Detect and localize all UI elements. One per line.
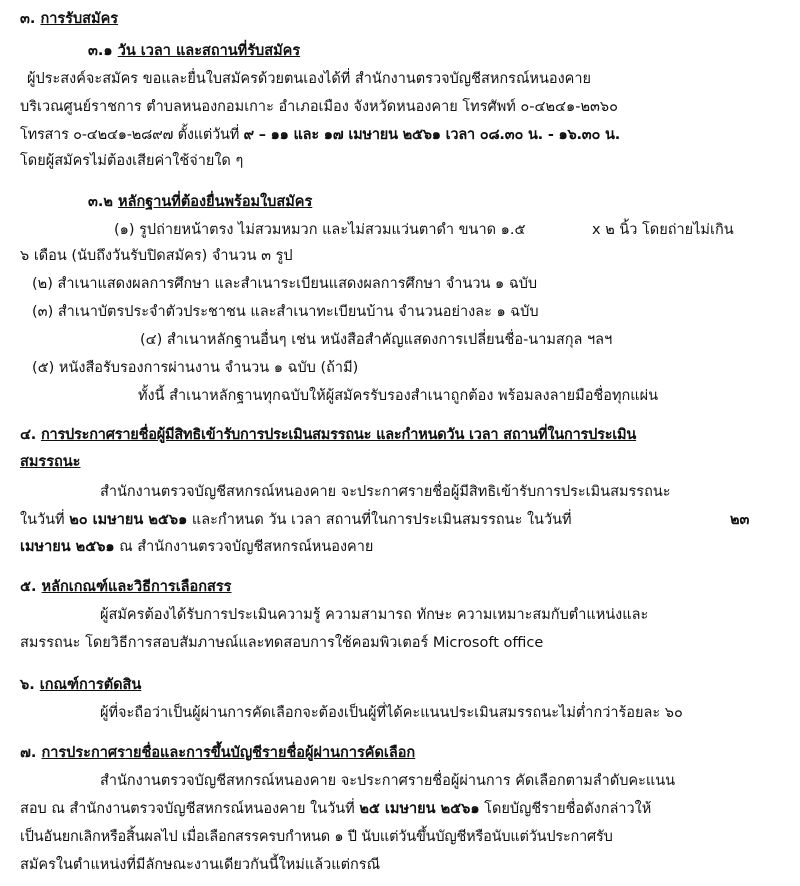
section-3-2-heading xyxy=(88,191,312,213)
paragraph-line: ผู้ประสงค์จะสมัคร ขอและยื่นใบสมัครด้วยตนเองได้ที่ สำนักงานตรวจบัญชีสหกรณ์หนองคาย xyxy=(27,71,592,87)
section-title: การรับสมัคร xyxy=(40,11,119,27)
list-item: (๒) สำเนาแสดงผลการศึกษา และสำเนาระเบียนแสดงผลการศึกษา จำนวน ๑ ฉบับ xyxy=(32,276,538,292)
section-number: ๖. xyxy=(20,677,40,693)
section-number: ๕. xyxy=(20,579,42,595)
paragraph-line: สมรรถนะ โดยวิธีการสอบสัมภาษณ์และทดสอบการใช้คอมพิวเตอร์ Microsoft office xyxy=(20,635,544,651)
paragraph-line: โดยผู้สมัครไม่ต้องเสียค่าใช้จ่ายใด ๆ xyxy=(20,153,244,169)
section-4-heading xyxy=(20,424,636,446)
assessment-month-year: เมษายน ๒๕๖๑ xyxy=(20,539,115,555)
list-item: (๓) สำเนาบัตรประจำตัวประชาชน และสำเนาทะเบียนบ้าน จำนวนอย่างละ ๑ ฉบับ xyxy=(32,304,539,320)
result-date: ๒๕ เมษายน ๒๕๖๑ xyxy=(359,801,480,817)
application-dates: ๙ – ๑๑ และ ๑๗ เมษายน ๒๕๖๑ เวลา ๐๘.๓๐ น. - ๑๖.๓๐ น. xyxy=(243,127,621,143)
section-number: ๔. xyxy=(20,427,41,443)
paragraph-line: ในวันที่ ๒๐ เมษายน ๒๕๖๑ และกำหนด วัน เวลา สถานที่ในการประเมินสมรรถนะ ในวันที่ xyxy=(20,512,572,528)
list-item: (๔) สำเนาหลักฐานอื่นๆ เช่น หนังสือสำคัญแสดงการเปลี่ยนชื่อ-นามสกุล ฯลฯ xyxy=(140,332,613,348)
section-3-1-heading xyxy=(88,40,300,62)
paragraph-line: สอบ ณ สำนักงานตรวจบัญชีสหกรณ์หนองคาย ในวันที่ ๒๕ เมษายน ๒๕๖๑ โดยบัญชีรายชื่อดังกล่าวให้ xyxy=(20,801,652,817)
announcement-date: ๒๐ เมษายน ๒๕๖๑ xyxy=(69,512,188,528)
section-number: ๓.๑ xyxy=(88,43,118,59)
paragraph-line: บริเวณศูนย์ราชการ ตำบลหนองกอมเกาะ อำเภอเมือง จังหวัดหนองคาย โทรศัพท์ ๐-๔๒๔๑-๒๓๖๐ xyxy=(20,99,618,115)
assessment-day: ๒๓ xyxy=(730,512,750,528)
section-title: การประกาศรายชื่อและการขึ้นบัญชีรายชื่อผู้ผ่านการคัดเลือก xyxy=(41,745,416,761)
section-number: ๓. xyxy=(20,11,41,27)
paragraph-line: สำนักงานตรวจบัญชีสหกรณ์หนองคาย จะประกาศรายชื่อผู้ผ่านการ คัดเลือกตามลำดับคะแนน xyxy=(100,773,676,789)
section-7-heading xyxy=(20,742,415,764)
section-number: ๗. xyxy=(20,745,42,761)
list-item: (๑) รูปถ่ายหน้าตรง ไม่สวมหมวก และไม่สวมแว่นตาดำ ขนาด ๑.๕ xyxy=(114,222,526,238)
paragraph-line: เป็นอันยกเลิกหรือสิ้นผลไป เมื่อเลือกสรรครบกำหนด ๑ ปี นับแต่วันขึ้นบัญชีหรือนับแต่วันประกาศรับ xyxy=(20,829,613,845)
note-line: ทั้งนี้ สำเนาหลักฐานทุกฉบับให้ผู้สมัครรับรองสำเนาถูกต้อง พร้อมลงลายมือชื่อทุกแผ่น xyxy=(138,388,659,404)
section-title: วัน เวลา และสถานที่รับสมัคร xyxy=(117,43,301,59)
section-3-heading xyxy=(20,8,118,30)
paragraph-line: โทรสาร ๐-๔๒๔๑-๒๘๙๗ ตั้งแต่วันที่ ๙ – ๑๑ และ ๑๗ เมษายน ๒๕๖๑ เวลา ๐๘.๓๐ น. - ๑๖.๓๐ น. xyxy=(20,127,621,143)
list-item-continuation: x ๒ นิ้ว โดยถ่ายไม่เกิน xyxy=(592,222,734,238)
paragraph-line: เมษายน ๒๕๖๑ ณ สำนักงานตรวจบัญชีสหกรณ์หนองคาย xyxy=(20,539,374,555)
section-6-heading xyxy=(20,674,141,696)
section-number: ๓.๒ xyxy=(88,194,119,210)
paragraph-line: ผู้สมัครต้องได้รับการประเมินความรู้ ความสามารถ ทักษะ ความเหมาะสมกับตำแหน่งและ xyxy=(100,607,649,623)
list-item-continuation: ๖ เดือน (นับถึงวันรับปิดสมัคร) จำนวน ๓ รูป xyxy=(20,248,293,264)
paragraph-line: สมัครในตำแหน่งที่มีลักษณะงานเดียวกันนี้ใหม่แล้วแต่กรณี xyxy=(20,857,381,873)
paragraph-line: สำนักงานตรวจบัญชีสหกรณ์หนองคาย จะประกาศรายชื่อผู้มีสิทธิเข้ารับการประเมินสมรรถนะ xyxy=(100,484,671,500)
section-title: หลักเกณฑ์และวิธีการเลือกสรร xyxy=(41,579,232,595)
section-4-heading-continuation: สมรรถนะ xyxy=(20,454,81,470)
section-title: เกณฑ์การตัดสิน xyxy=(39,677,142,693)
section-5-heading xyxy=(20,576,231,598)
paragraph-line: ผู้ที่จะถือว่าเป็นผู้ผ่านการคัดเลือกจะต้องเป็นผู้ที่ได้คะแนนประเมินสมรรถนะไม่ต่ำกว่าร้อยละ ๖๐ xyxy=(100,705,683,721)
list-item: (๕) หนังสือรับรองการผ่านงาน จำนวน ๑ ฉบับ (ถ้ามี) xyxy=(32,360,359,376)
section-title: หลักฐานที่ต้องยื่นพร้อมใบสมัคร xyxy=(118,194,313,210)
section-title: การประกาศรายชื่อผู้มีสิทธิเข้ารับการประเมินสมรรถนะ และกำหนดวัน เวลา สถานที่ในการประเมิน xyxy=(40,427,637,443)
